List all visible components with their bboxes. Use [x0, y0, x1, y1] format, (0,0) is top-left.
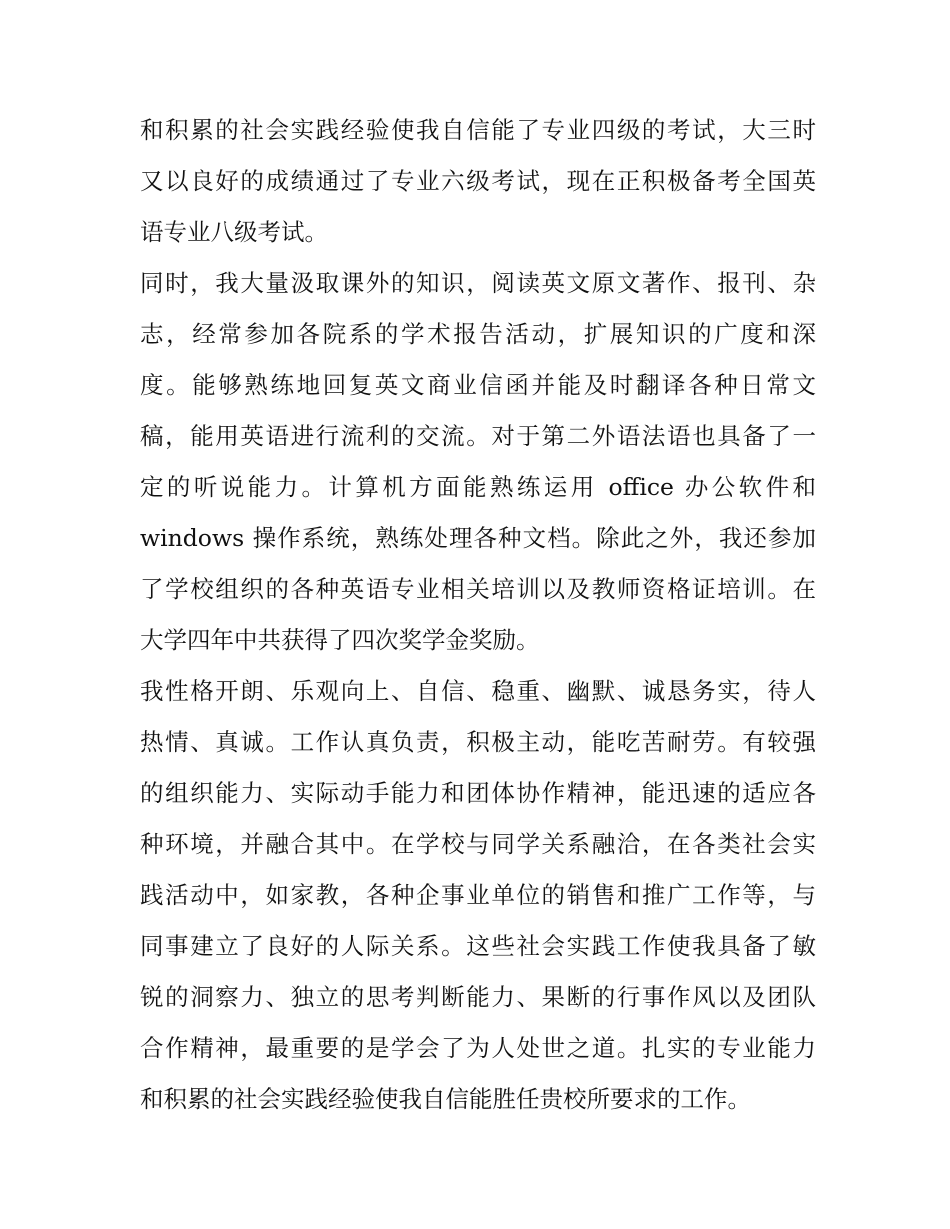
paragraph-line: 定的听说能力。计算机方面能熟练运用 office 办公软件和: [140, 473, 816, 501]
paragraph-line: windows 操作系统，熟练处理各种文档。除此之外，我还参加: [140, 524, 816, 552]
paragraph-line: 同事建立了良好的人际关系。这些社会实践工作使我具备了敏: [140, 932, 816, 960]
paragraph-line: 大学四年中共获得了四次奖学金奖励。: [140, 626, 540, 654]
paragraph-line: 又以良好的成绩通过了专业六级考试，现在正积极备考全国英: [140, 167, 816, 195]
paragraph-line: 语专业八级考试。: [140, 218, 328, 246]
paragraph-line: 践活动中，如家教，各种企事业单位的销售和推广工作等，与: [140, 881, 816, 909]
paragraph-3: [140, 666, 816, 1125]
paragraph-line: 和积累的社会实践经验使我自信能了专业四级的考试，大三时: [140, 116, 816, 144]
paragraph-line: 了学校组织的各种英语专业相关培训以及教师资格证培训。在: [140, 575, 816, 603]
paragraph-line: 度。能够熟练地回复英文商业信函并能及时翻译各种日常文: [140, 371, 816, 399]
paragraph-line: 热情、真诚。工作认真负责，积极主动，能吃苦耐劳。有较强: [140, 728, 816, 756]
paragraph-line: 的组织能力、实际动手能力和团体协作精神，能迅速的适应各: [140, 779, 816, 807]
paragraph-line: 同时，我大量汲取课外的知识，阅读英文原文著作、报刊、杂: [140, 269, 816, 297]
paragraph-2: [140, 258, 816, 666]
paragraph-line: 和积累的社会实践经验使我自信能胜任贵校所要求的工作。: [140, 1085, 751, 1113]
paragraph-line: 我性格开朗、乐观向上、自信、稳重、幽默、诚恳务实，待人: [140, 677, 816, 705]
paragraph-line: 稿，能用英语进行流利的交流。对于第二外语法语也具备了一: [140, 422, 816, 450]
document-body: [140, 105, 816, 1125]
paragraph-line: 种环境，并融合其中。在学校与同学关系融洽，在各类社会实: [140, 830, 816, 858]
paragraph-line: 志，经常参加各院系的学术报告活动，扩展知识的广度和深: [140, 320, 816, 348]
paragraph-1: [140, 105, 816, 258]
paragraph-line: 合作精神，最重要的是学会了为人处世之道。扎实的专业能力: [140, 1034, 816, 1062]
paragraph-line: 锐的洞察力、独立的思考判断能力、果断的行事作风以及团队: [140, 983, 816, 1011]
